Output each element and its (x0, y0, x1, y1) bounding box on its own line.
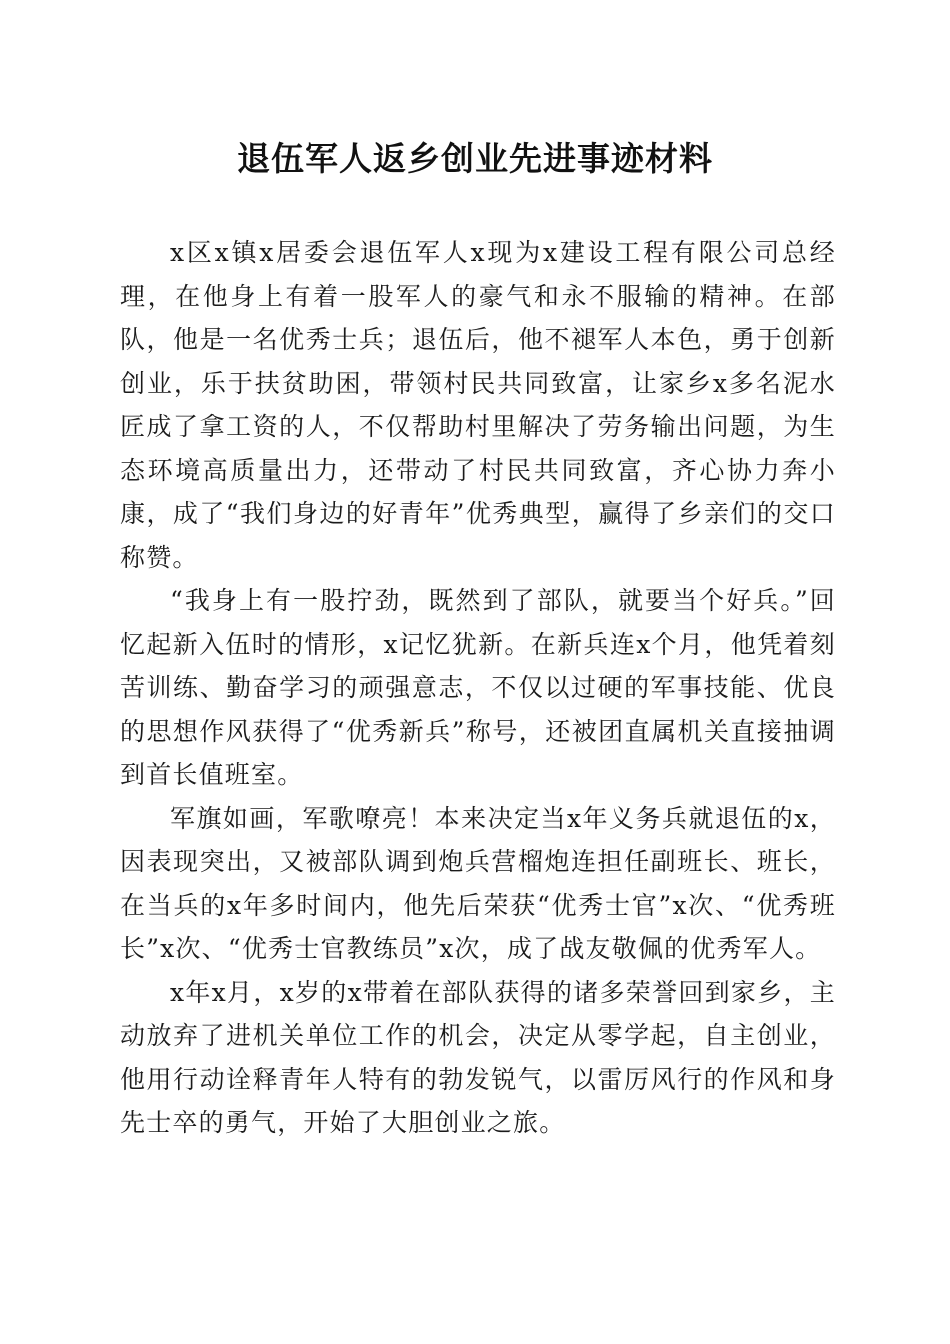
paragraph-4: x年x月，x岁的x带着在部队获得的诸多荣誉回到家乡，主动放弃了进机关单位工作的机会，决定从零学起，自主创业，他用行动诠释青年人特有的勃发锐气，以雷厉风行的作风和身先士卒的勇气，开始了大胆创业之旅。 (120, 977, 836, 1137)
paragraph-1: x区x镇x居委会退伍军人x现为x建设工程有限公司总经理，在他身上有着一股军人的豪气和永不服输的精神。在部队，他是一名优秀士兵；退伍后，他不褪军人本色，勇于创新创业，乐于扶贫助困，带领村民共同致富，让家乡x多名泥水匠成了拿工资的人，不仅帮助村里解决了劳务输出问题，为生态环境高质量出力，还带动了村民共同致富，齐心协力奔小康，成了“我们身边的好青年”优秀典型，赢得了乡亲们的交口称赞。 (120, 238, 836, 572)
document-title: 退伍军人返乡创业先进事迹材料 (237, 139, 713, 178)
paragraph-2: “我身上有一股拧劲，既然到了部队，就要当个好兵。”回忆起新入伍时的情形，x记忆犹新。在新兵连x个月，他凭着刻苦训练、勤奋学习的顽强意志，不仅以过硬的军事技能、优良的思想作风获得了“优秀新兵”称号，还被团直属机关直接抽调到首长值班室。 (120, 586, 836, 789)
paragraph-3: 军旗如画，军歌嘹亮！本来决定当x年义务兵就退伍的x，因表现突出，又被部队调到炮兵营榴炮连担任副班长、班长，在当兵的x年多时间内，他先后荣获“优秀士官”x次、“优秀班长”x次、“优秀士官教练员”x次，成了战友敬佩的优秀军人。 (120, 803, 836, 963)
document-body (120, 231, 836, 1145)
